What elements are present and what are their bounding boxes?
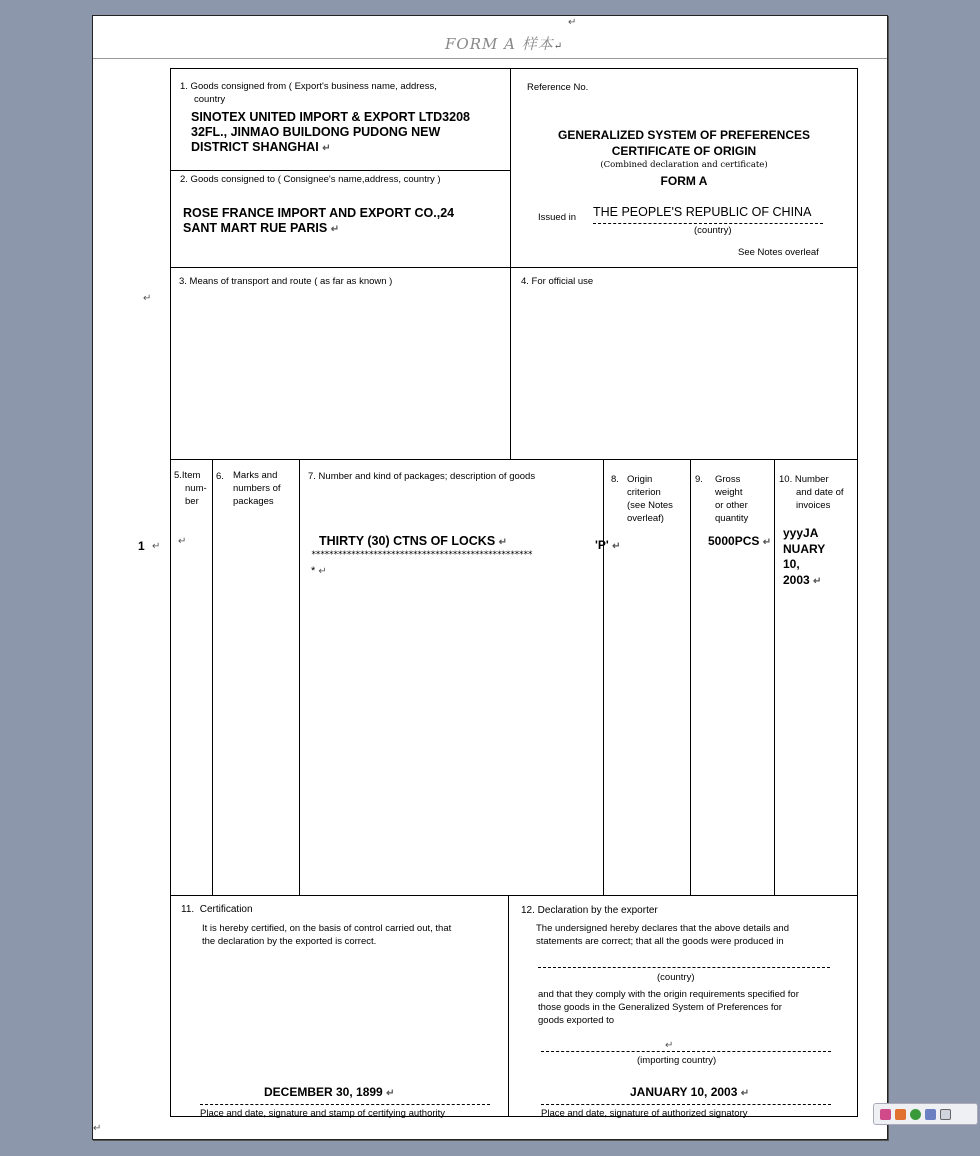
divider bbox=[299, 459, 300, 896]
col6-header: Marks and numbers of packages bbox=[233, 470, 281, 507]
consignor-value: SINOTEX UNITED IMPORT & EXPORT LTD3208 32FL., JINMAO BUILDONG PUDONG NEW DISTRICT SHANGHAI ↵ bbox=[191, 110, 470, 154]
box3-label: 3. Means of transport and route ( as far as known ) bbox=[179, 276, 393, 287]
col7-header: 7. Number and kind of packages; description of goods bbox=[308, 471, 536, 482]
floating-toolbar bbox=[873, 1103, 978, 1125]
notes-overleaf: See Notes overleaf bbox=[738, 247, 819, 258]
paragraph-mark: ↵ bbox=[178, 536, 187, 547]
box1-label: 1. Goods consigned from ( Export's business name, address, country bbox=[180, 81, 437, 105]
divider bbox=[212, 459, 213, 896]
window-icon[interactable] bbox=[940, 1109, 951, 1120]
invoice-date: yyyJA NUARY 10, 2003 ↵ bbox=[783, 526, 826, 587]
box12-country-caption: (country) bbox=[657, 972, 695, 983]
box12-text: The undersigned hereby declares that the above details and statements are correct; that all the goods were produced in bbox=[536, 923, 789, 947]
star-line-end: * ↵ bbox=[311, 565, 327, 577]
importing-country-caption: (importing country) bbox=[637, 1055, 717, 1066]
col8-header: Origin criterion (see Notes overleaf) bbox=[627, 474, 673, 524]
header-divider bbox=[93, 58, 887, 59]
moon-icon[interactable] bbox=[910, 1109, 921, 1120]
keyboard-icon[interactable] bbox=[925, 1109, 936, 1120]
row-number: 1 bbox=[138, 539, 145, 553]
paragraph-mark: ↵ bbox=[568, 17, 577, 28]
paragraph-mark: ↵ bbox=[143, 293, 152, 304]
country-line bbox=[538, 967, 830, 968]
paragraph-mark: ↵ bbox=[93, 1123, 102, 1134]
col5-header: 5.Item num- ber bbox=[174, 470, 207, 507]
certificate-title: GENERALIZED SYSTEM OF PREFERENCES CERTIFICATE OF ORIGIN (Combined declaration and certificate) FORM A bbox=[557, 128, 811, 188]
issued-in-label: Issued in bbox=[538, 212, 577, 223]
col9-num: 9. bbox=[695, 474, 703, 485]
declaration-signature-line bbox=[541, 1104, 831, 1105]
divider bbox=[171, 170, 511, 171]
box12-text2: and that they comply with the origin requirements specified for those goods in the Generalized System of Preferences for goods exported to bbox=[538, 989, 799, 1026]
document-page bbox=[92, 15, 888, 1140]
col6-num: 6. bbox=[216, 471, 224, 482]
divider bbox=[171, 267, 857, 268]
box12-title: 12. Declaration by the exporter bbox=[521, 905, 658, 916]
country-caption: (country) bbox=[694, 225, 732, 236]
page-header-title: FORM A 样本↵ bbox=[445, 35, 564, 53]
consignee-value: ROSE FRANCE IMPORT AND EXPORT CO.,24 SANT MART RUE PARIS ↵ bbox=[183, 206, 455, 235]
divider bbox=[690, 459, 691, 896]
box12-caption: Place and date, signature of authorized signatory bbox=[541, 1108, 748, 1119]
box4-label: 4. For official use bbox=[521, 276, 594, 287]
star-line: ************************************************** bbox=[311, 550, 532, 560]
gsp-form-a bbox=[170, 68, 858, 1117]
importing-country-line bbox=[541, 1051, 831, 1052]
box2-label: 2. Goods consigned to ( Consignee's name,address, country ) bbox=[180, 174, 441, 185]
divider bbox=[603, 459, 604, 896]
paragraph-mark: ↵ bbox=[665, 1040, 674, 1051]
divider bbox=[171, 895, 857, 896]
pen-icon[interactable] bbox=[880, 1109, 891, 1120]
goods-description: THIRTY (30) CTNS OF LOCKS ↵ bbox=[319, 534, 508, 548]
divider bbox=[774, 459, 775, 896]
scissors-icon[interactable] bbox=[895, 1109, 906, 1120]
col8-num: 8. bbox=[611, 474, 619, 485]
certification-date: DECEMBER 30, 1899 ↵ bbox=[264, 1085, 395, 1099]
origin-criterion: 'P' ↵ bbox=[595, 538, 621, 552]
box11-text: It is hereby certified, on the basis of control carried out, that the declaration by the exported is correct. bbox=[202, 923, 452, 947]
col9-header: Gross weight or other quantity bbox=[715, 474, 749, 524]
reference-no-label: Reference No. bbox=[527, 82, 589, 93]
box11-caption: Place and date, signature and stamp of certifying authority bbox=[200, 1108, 446, 1119]
paragraph-mark: ↵ bbox=[152, 541, 161, 552]
divider bbox=[508, 895, 509, 1117]
certification-signature-line bbox=[200, 1104, 490, 1105]
box11-title: 11. Certification bbox=[181, 904, 253, 915]
declaration-date: JANUARY 10, 2003 ↵ bbox=[630, 1085, 750, 1099]
issued-in-value: THE PEOPLE'S REPUBLIC OF CHINA bbox=[593, 205, 812, 219]
gross-quantity: 5000PCS ↵ bbox=[708, 534, 772, 548]
divider bbox=[171, 459, 857, 460]
col10-header: 10. Number and date of invoices bbox=[779, 474, 844, 511]
